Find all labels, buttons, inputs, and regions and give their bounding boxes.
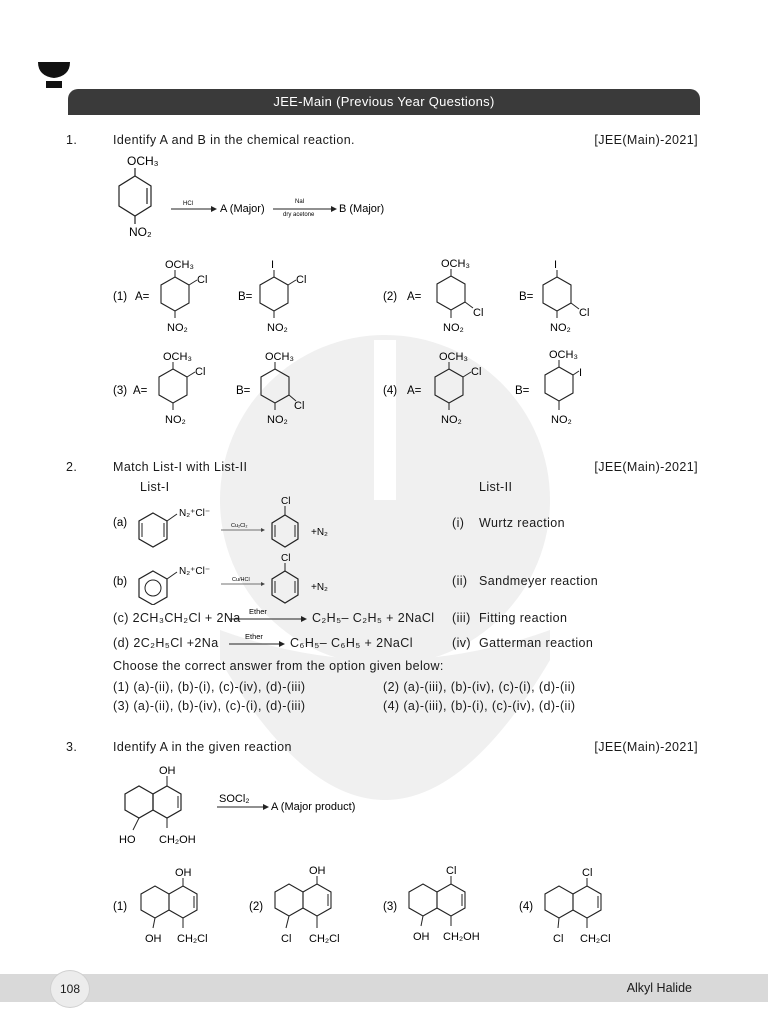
option-a-label: A= [135, 291, 150, 303]
svg-text:(1): (1) [113, 901, 128, 913]
exam-tag: [JEE(Main)-2021] [594, 133, 698, 147]
question-text: Match List-I with List-II [113, 460, 248, 474]
svg-text:Ether: Ether [245, 632, 263, 641]
diazonium-a [139, 508, 210, 547]
list2-item: Sandmeyer reaction [479, 574, 599, 588]
reagent-acetone: dry acetone [283, 212, 315, 218]
reagent-cu2cl2: Cu₂Cl₂ [231, 523, 248, 529]
q3-option-1 [141, 867, 208, 945]
option-b-label: B= [236, 385, 251, 397]
svg-text:N₂⁺Cl⁻: N₂⁺Cl⁻ [179, 566, 211, 577]
svg-text:Cl: Cl [195, 366, 206, 378]
och3-label: OCH₃ [127, 154, 159, 168]
reagent-hcl: HCl [183, 201, 193, 207]
answer-option: (2) (a)-(iii), (b)-(iv), (c)-(i), (d)-(ii) [383, 680, 576, 694]
q1-options [105, 250, 625, 435]
svg-text:OH: OH [175, 867, 192, 879]
product-b: B (Major) [339, 203, 385, 215]
page-number: 108 [50, 970, 90, 1008]
option-a-label: A= [133, 385, 148, 397]
q3-option-4 [545, 867, 611, 945]
chlorobenzene-b [272, 553, 298, 603]
reagent-cu-hcl: Cu/HCl [232, 577, 250, 583]
chlorobenzene-a [272, 496, 298, 547]
option-label: (1) [113, 291, 128, 303]
product-c: C₂H₅– C₂H₅ + 2NaCl [312, 611, 435, 625]
option-label: (3) [113, 385, 128, 397]
option-label: (2) [383, 291, 398, 303]
q3-option-2 [275, 865, 340, 945]
chapter-title: Alkyl Halide [626, 981, 692, 995]
list2-num: (iv) [452, 636, 471, 650]
svg-text:(4): (4) [519, 901, 534, 913]
svg-text:I: I [554, 259, 558, 271]
svg-text:I: I [579, 367, 583, 379]
svg-text:Cl: Cl [579, 307, 590, 319]
svg-text:CH₂OH: CH₂OH [159, 834, 196, 846]
q3-option-3 [409, 865, 480, 943]
svg-text:NO₂: NO₂ [441, 414, 462, 426]
product-d: C₆H₅– C₆H₅ + 2NaCl [290, 636, 413, 650]
svg-text:Cl: Cl [281, 496, 291, 507]
reagent-nai: NaI [295, 199, 305, 205]
option-a-label: A= [407, 291, 422, 303]
svg-text:OCH₃: OCH₃ [163, 351, 192, 363]
page-header: JEE-Main (Previous Year Questions) [68, 89, 700, 115]
list1-title: List-I [140, 480, 170, 494]
svg-text:CH₂Cl: CH₂Cl [580, 933, 611, 945]
n2-byproduct: +N₂ [311, 582, 328, 593]
option-b-label: B= [515, 385, 530, 397]
answer-option: (4) (a)-(iii), (b)-(i), (c)-(iv), (d)-(ii) [383, 699, 576, 713]
svg-text:Cl: Cl [582, 867, 593, 879]
option-label: (4) [383, 385, 398, 397]
svg-text:NO₂: NO₂ [267, 322, 288, 334]
question-number: 3. [66, 740, 78, 754]
q2-list1-ab [105, 495, 365, 605]
answer-option: (3) (a)-(ii), (b)-(iv), (c)-(i), (d)-(iii) [113, 699, 306, 713]
svg-text:NO₂: NO₂ [165, 414, 186, 426]
n2-byproduct: +N₂ [311, 527, 328, 538]
item-a-label: (a) [113, 517, 128, 529]
list2-num: (i) [452, 516, 465, 530]
svg-text:OH: OH [413, 931, 430, 943]
item-c: (c) 2CH₃CH₂Cl + 2Na [113, 611, 241, 625]
svg-text:Cl: Cl [471, 366, 482, 378]
svg-text:Cl: Cl [281, 553, 291, 564]
list2-item: Wurtz reaction [479, 516, 565, 530]
question-number: 2. [66, 460, 78, 474]
structure-4b [545, 349, 582, 426]
q1-reaction [105, 150, 405, 242]
instruction: Choose the correct answer from the option given below: [113, 659, 444, 673]
list2-num: (iii) [452, 611, 471, 625]
svg-text:NO₂: NO₂ [551, 414, 572, 426]
structure-3a [159, 351, 205, 426]
svg-text:Cl: Cl [197, 274, 208, 286]
svg-text:NO₂: NO₂ [167, 322, 188, 334]
reagent-socl2: SOCl₂ [219, 793, 250, 805]
svg-text:Cl: Cl [553, 933, 564, 945]
list2-title: List-II [479, 480, 513, 494]
svg-text:NO₂: NO₂ [267, 414, 288, 426]
svg-text:OCH₃: OCH₃ [165, 259, 194, 271]
svg-text:I: I [271, 259, 275, 271]
item-b-label: (b) [113, 576, 128, 588]
structure-2a [437, 258, 483, 334]
structure-1b [260, 259, 306, 334]
exam-tag: [JEE(Main)-2021] [594, 740, 698, 754]
option-a-label: A= [407, 385, 422, 397]
svg-text:Cl: Cl [281, 933, 292, 945]
list2-item: Gatterman reaction [479, 636, 594, 650]
svg-text:Cl: Cl [294, 400, 305, 412]
q3-options [105, 860, 625, 952]
q3-reaction [105, 760, 405, 852]
svg-text:OH: OH [309, 865, 326, 877]
svg-text:(3): (3) [383, 901, 398, 913]
exam-tag: [JEE(Main)-2021] [594, 460, 698, 474]
structure-3b [261, 351, 304, 426]
question-number: 1. [66, 133, 78, 147]
item-d: (d) 2C₂H₅Cl +2Na [113, 636, 219, 650]
svg-text:N₂⁺Cl⁻: N₂⁺Cl⁻ [179, 508, 211, 519]
svg-text:Ether: Ether [249, 607, 267, 616]
svg-text:NO₂: NO₂ [443, 322, 464, 334]
no2-label: NO₂ [129, 225, 152, 239]
arrow-ether-c [225, 606, 315, 626]
svg-text:OH: OH [145, 933, 162, 945]
svg-text:OCH₃: OCH₃ [549, 349, 578, 361]
question-text: Identify A in the given reaction [113, 740, 292, 754]
svg-text:Cl: Cl [473, 307, 484, 319]
svg-text:CH₂OH: CH₂OH [443, 931, 480, 943]
structure-1a [161, 259, 207, 334]
svg-text:OH: OH [159, 765, 176, 777]
svg-text:CH₂Cl: CH₂Cl [177, 933, 208, 945]
option-b-label: B= [238, 291, 253, 303]
svg-text:NO₂: NO₂ [550, 322, 571, 334]
answer-option: (1) (a)-(ii), (b)-(i), (c)-(iv), (d)-(iii) [113, 680, 306, 694]
svg-text:OCH₃: OCH₃ [265, 351, 294, 363]
svg-text:Cl: Cl [446, 865, 457, 877]
product-a: A (Major) [220, 203, 265, 215]
question-text: Identify A and B in the chemical reaction. [113, 133, 355, 147]
svg-text:OCH₃: OCH₃ [441, 258, 470, 270]
svg-text:(2): (2) [249, 901, 264, 913]
list2-num: (ii) [452, 574, 468, 588]
svg-text:Cl: Cl [296, 274, 307, 286]
structure-2b [543, 259, 589, 334]
brand-logo-icon [38, 62, 70, 88]
svg-text:CH₂Cl: CH₂Cl [309, 933, 340, 945]
structure-4a [435, 351, 481, 426]
product-a: A (Major product) [271, 801, 356, 813]
svg-text:OCH₃: OCH₃ [439, 351, 468, 363]
option-b-label: B= [519, 291, 534, 303]
list2-item: Fitting reaction [479, 611, 568, 625]
svg-text:HO: HO [119, 834, 136, 846]
diazonium-b [139, 566, 210, 605]
